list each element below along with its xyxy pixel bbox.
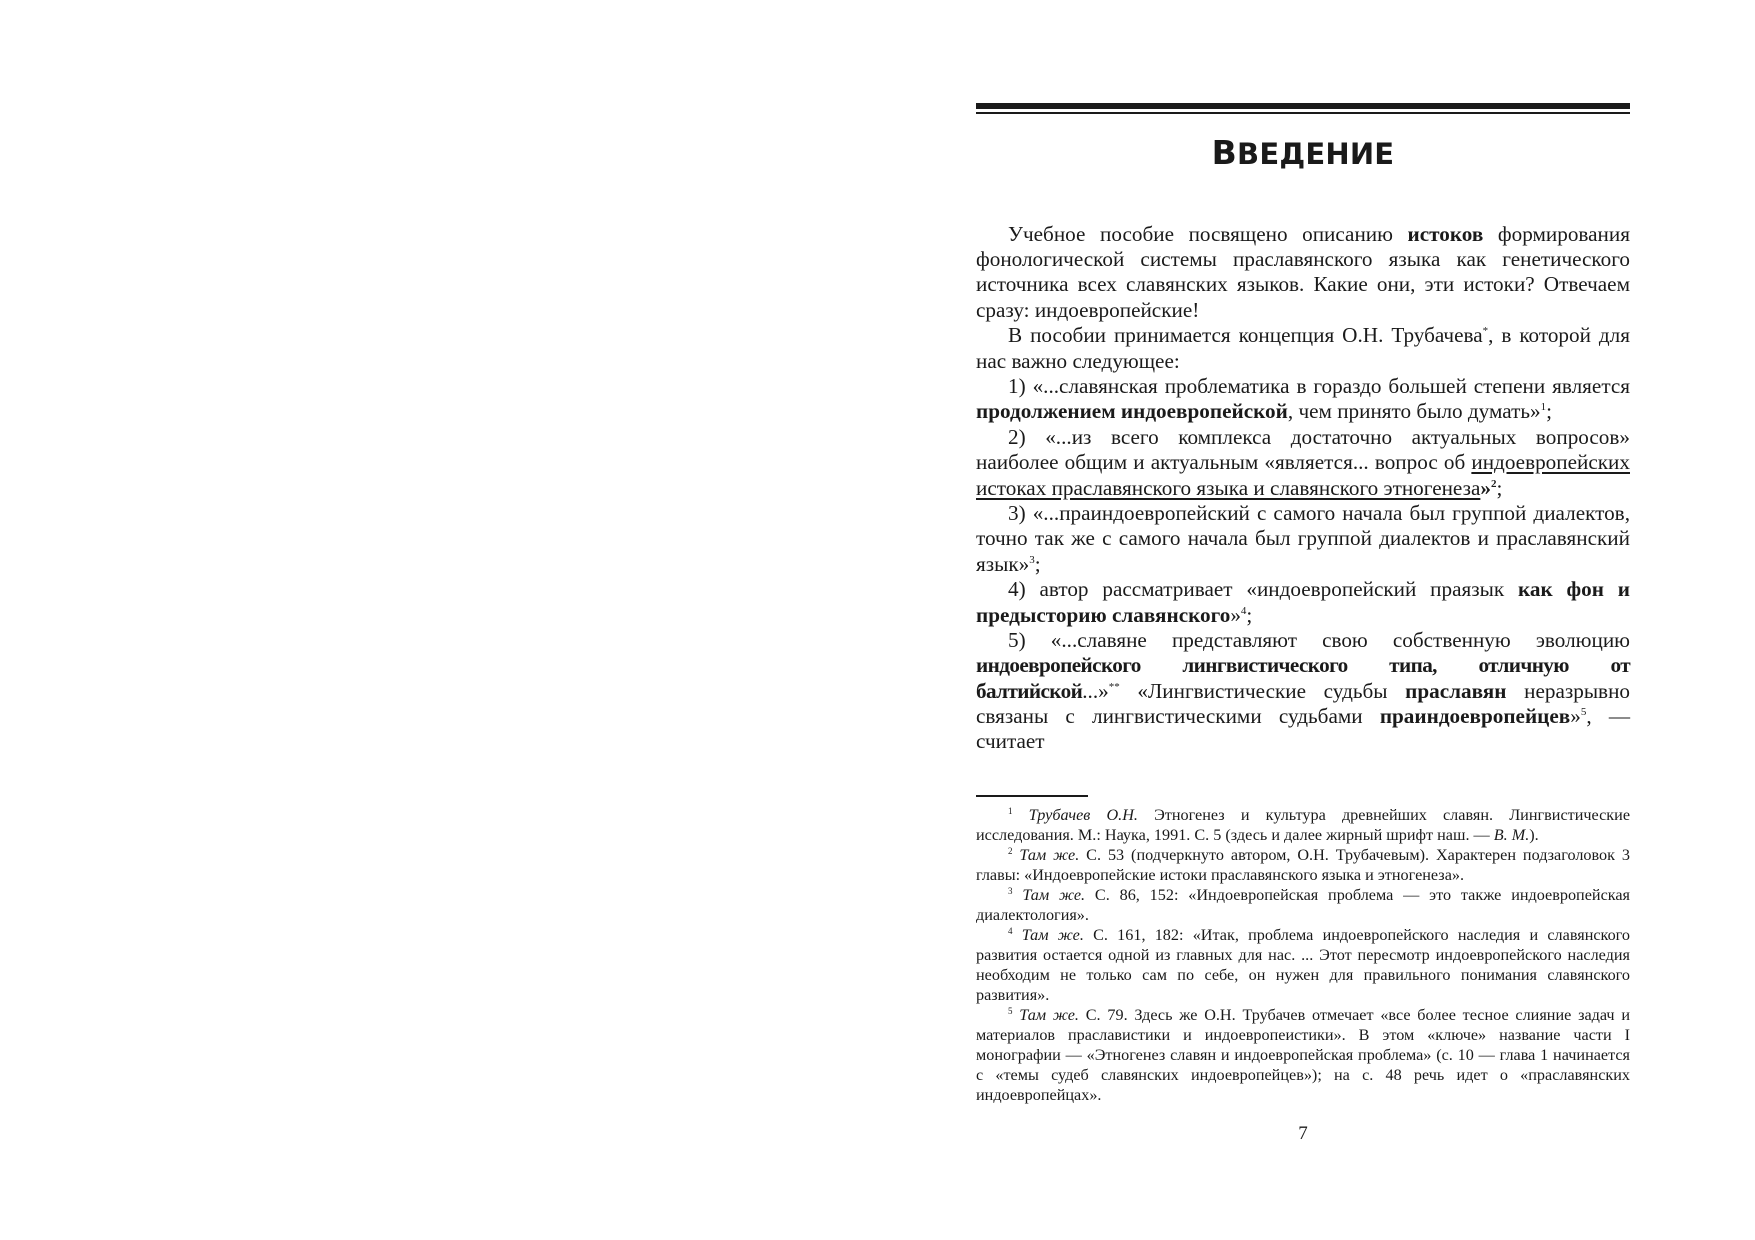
footnote-number: 5: [1008, 1006, 1013, 1016]
bold-text: праславян: [1405, 678, 1507, 703]
text: »: [1230, 602, 1241, 627]
footnote: [976, 805, 1630, 845]
paragraph-5: [976, 501, 1630, 577]
text: 3) «...праиндоевропейский с самого начала был группой диалектов, точно так же с самого начала был группой диалектов и праславянский язык»: [976, 501, 1630, 576]
text: В пособии принимается концепция О.Н. Трубачева: [1008, 323, 1483, 348]
bold-text: праиндоевропейцев: [1379, 703, 1571, 728]
text: ...»: [1082, 678, 1109, 703]
footnote-author: Там же.: [1021, 926, 1084, 944]
bold-text: продолжением индоевропейской: [976, 399, 1288, 424]
footnote-initials: В. М.: [1493, 826, 1530, 844]
footnote: [976, 1005, 1630, 1105]
text: неразрывно связаны с лингвистическими судьбами: [976, 678, 1630, 728]
text: »: [1570, 703, 1581, 728]
book-page: [976, 0, 1630, 1240]
text: , чем принято было думать»: [1287, 399, 1541, 424]
header-rule-thin: [976, 112, 1630, 114]
footnote-author: Там же.: [1019, 1006, 1079, 1024]
footnote: [976, 885, 1630, 925]
text: ;: [1034, 551, 1041, 576]
text: формирования фонологической системы праславянского языка как генетического источника всех славянских языков. Какие они, эти истоки? Отвечаем сразу: индоевропейские!: [976, 222, 1630, 322]
footnote-separator: [976, 795, 1088, 797]
footnote-number: 2: [1008, 846, 1013, 856]
body-text: [976, 222, 1630, 754]
text: 5) «...славяне представляют свою собственную эволюцию: [1008, 628, 1630, 653]
footnote-mark: *: [1482, 325, 1489, 338]
footnote-mark: **: [1108, 680, 1120, 693]
bold-text: истоков: [1407, 222, 1484, 246]
text: , — считает: [976, 703, 1631, 754]
footnote-text: С. 161, 182: «Итак, проблема индоевропейского наследия и славянского развития остается одной из главных для нас. ... Этот пересмотр индоевропейского наследия необходим не только сам по себе, он нужен для правильного понимания славянского развития».: [976, 926, 1631, 1004]
text: ;: [1246, 602, 1253, 627]
text: 2) «...из всего комплекса достаточно актуальных вопросов» наиболее общим и актуальным «является... вопрос об: [976, 425, 1630, 475]
footnote-mark: 2: [1490, 477, 1497, 490]
paragraph-7: [976, 628, 1630, 754]
text: Учебное пособие посвящено описанию: [1008, 222, 1408, 246]
footnote-text: Этногенез и культура древнейших славян. Лингвистические исследования. М.: Наука, 1991. С. 5 (здесь и далее жирный шрифт наш. —: [976, 806, 1631, 844]
chapter-title-cap: В: [1211, 133, 1238, 172]
text: ;: [1496, 475, 1503, 500]
bold-text: как фон и предысторию славянского: [976, 577, 1630, 627]
paragraph-1: [976, 222, 1630, 323]
footnote-author: Там же.: [1019, 846, 1080, 864]
footnote-text: ).: [1529, 826, 1539, 844]
header-rule-thick: [976, 103, 1630, 109]
footnotes: [976, 805, 1630, 1105]
text: , в которой для нас важно следующее:: [976, 323, 1631, 373]
footnote-text: С. 53 (подчеркнуто автором, О.Н. Трубачевым). Характерен подзаголовок 3 главы: «Индоевропейские истоки праславянского языка и этногенеза».: [976, 846, 1630, 884]
footnote-mark: 1: [1540, 401, 1547, 414]
footnote-number: 4: [1008, 926, 1013, 936]
paragraph-3: [976, 374, 1630, 424]
underlined-text: индоевропейских истоках праславянского языка и славянского этногенеза: [976, 450, 1630, 500]
footnote-author: Там же.: [1022, 886, 1086, 904]
footnote-mark: 3: [1029, 553, 1035, 566]
text: »: [1480, 475, 1491, 500]
paragraph-6: [976, 577, 1630, 627]
paragraph-4: [976, 425, 1630, 501]
footnote: [976, 845, 1630, 885]
text: «Лингвистические судьбы: [1119, 678, 1406, 703]
text: ;: [1546, 399, 1553, 424]
footnote: [976, 925, 1630, 1005]
footnote-mark: 5: [1580, 705, 1587, 718]
chapter-title: [976, 133, 1630, 172]
text: 1) «...славянская проблематика в гораздо большей степени является: [1008, 374, 1630, 399]
footnote-text: С. 86, 152: «Индоевропейская проблема — это также индоевропейская диалектология».: [976, 886, 1631, 924]
page-number: 7: [1298, 1123, 1308, 1144]
footnote-number: 3: [1008, 886, 1013, 896]
footnote-text: С. 79. Здесь же О.Н. Трубачев отмечает «все более тесное слияние задач и материалов праславистики и индоевропеистики». В этом «ключе» название части I монографии — «Этногенез славян и индоевропейская проблема» (с. 10 — глава 1 начинается с «темы судеб славянских индоевропейцев»); на с. 48 речь идет о «праславянских индоевропейцах».: [976, 1006, 1630, 1104]
footnote-mark: 4: [1240, 604, 1247, 617]
footnote-author: Трубачев О.Н.: [1028, 806, 1138, 824]
footnote-number: 1: [1008, 806, 1013, 816]
paragraph-2: [976, 323, 1630, 373]
text: 4) автор рассматривает «индоевропейский праязык: [1008, 577, 1518, 602]
chapter-title-rest: ВЕДЕНИЕ: [1237, 137, 1395, 171]
bold-text: индоевропейского лингвистического типа, отличную от балтийской: [976, 653, 1630, 703]
